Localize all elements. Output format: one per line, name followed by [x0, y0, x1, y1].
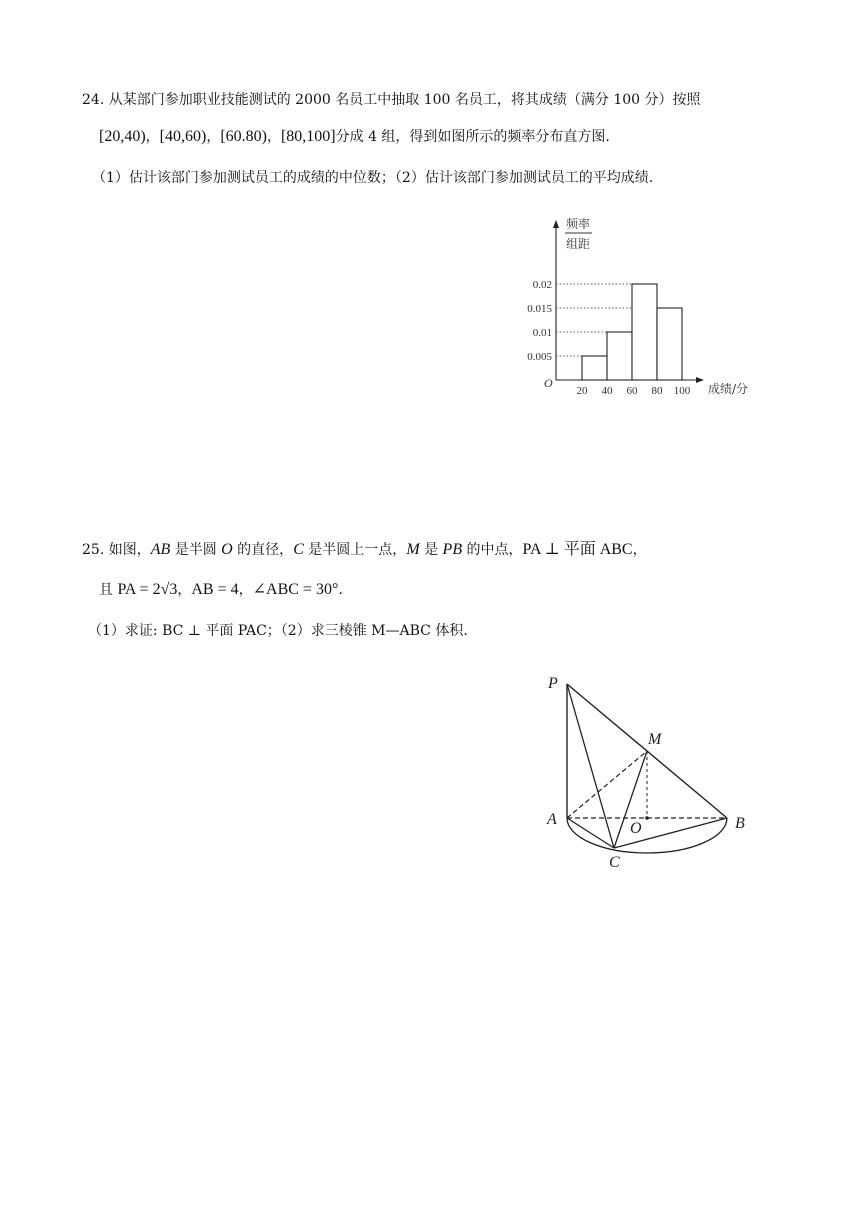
x-tick-label: 80: [651, 385, 663, 397]
x-tick-label: 100: [673, 385, 691, 397]
frequency-histogram: [510, 212, 760, 402]
histogram-bar: [632, 284, 657, 380]
y-axis-arrow: [553, 220, 559, 228]
x-axis-label: 成绩/分: [708, 382, 749, 396]
pyramid-figure: [530, 670, 770, 880]
y-label-top: 频率: [566, 217, 591, 231]
x-tick-label: 20: [576, 385, 588, 397]
point-o: [645, 816, 649, 820]
segment-pc: [567, 684, 614, 848]
label-c: C: [609, 854, 620, 871]
q25-line1: 25. 如图，AB 是半圆 O 的直径，C 是半圆上一点，M 是 PB 的中点，PA ⊥ 平面 ABC，: [82, 541, 647, 558]
q24-line3: （1）估计该部门参加测试员工的成绩的中位数；（2）估计该部门参加测试员工的平均成绩.: [92, 170, 654, 186]
ab-length: AB = 4: [191, 581, 239, 598]
q25-line3: （1）求证: BC ⊥ 平面 PAC；（2）求三棱锥 M—ABC 体积.: [88, 623, 468, 639]
label-a: A: [547, 811, 557, 828]
y-tick-label: 0.01: [532, 327, 552, 339]
label-p: P: [548, 675, 558, 692]
angle-abc: ∠ABC = 30°: [252, 581, 339, 598]
y-tick-label: 0.02: [532, 279, 552, 291]
q25-line2: 且 PA = 2√3，AB = 4，∠ABC = 30°.: [99, 581, 343, 598]
y-label-bottom: 组距: [566, 237, 591, 251]
perpendicular-condition: PA ⊥ 平面 ABC: [522, 541, 633, 558]
histogram-bar: [657, 308, 682, 380]
interval-1: [20,40): [99, 128, 146, 145]
q24-line2: [20,40)，[40,60)，[60.80)，[80,100]分成 4 组，得到如图所示的频率分布直方图.: [99, 128, 610, 145]
interval-2: [40,60): [159, 128, 207, 145]
semicircle-arc: [567, 818, 727, 853]
interval-4: [80,100]: [280, 128, 336, 145]
x-tick-label: 40: [601, 385, 613, 397]
histogram-bar: [582, 356, 607, 380]
pa-length: PA = 2√3: [117, 581, 178, 598]
histogram-bar: [607, 332, 632, 380]
origin-label: O: [544, 376, 553, 390]
label-b: B: [735, 815, 745, 832]
interval-3: [60.80): [220, 128, 267, 145]
y-tick-label: 0.005: [527, 351, 552, 363]
label-o: O: [630, 820, 642, 837]
x-axis-arrow: [696, 377, 704, 383]
q24-line1: 24. 从某部门参加职业技能测试的 2000 名员工中抽取 100 名员工，将其成绩（满分 100 分）按照: [82, 92, 701, 108]
label-m: M: [648, 731, 662, 748]
x-tick-label: 60: [626, 385, 638, 397]
y-tick-label: 0.015: [527, 303, 552, 315]
